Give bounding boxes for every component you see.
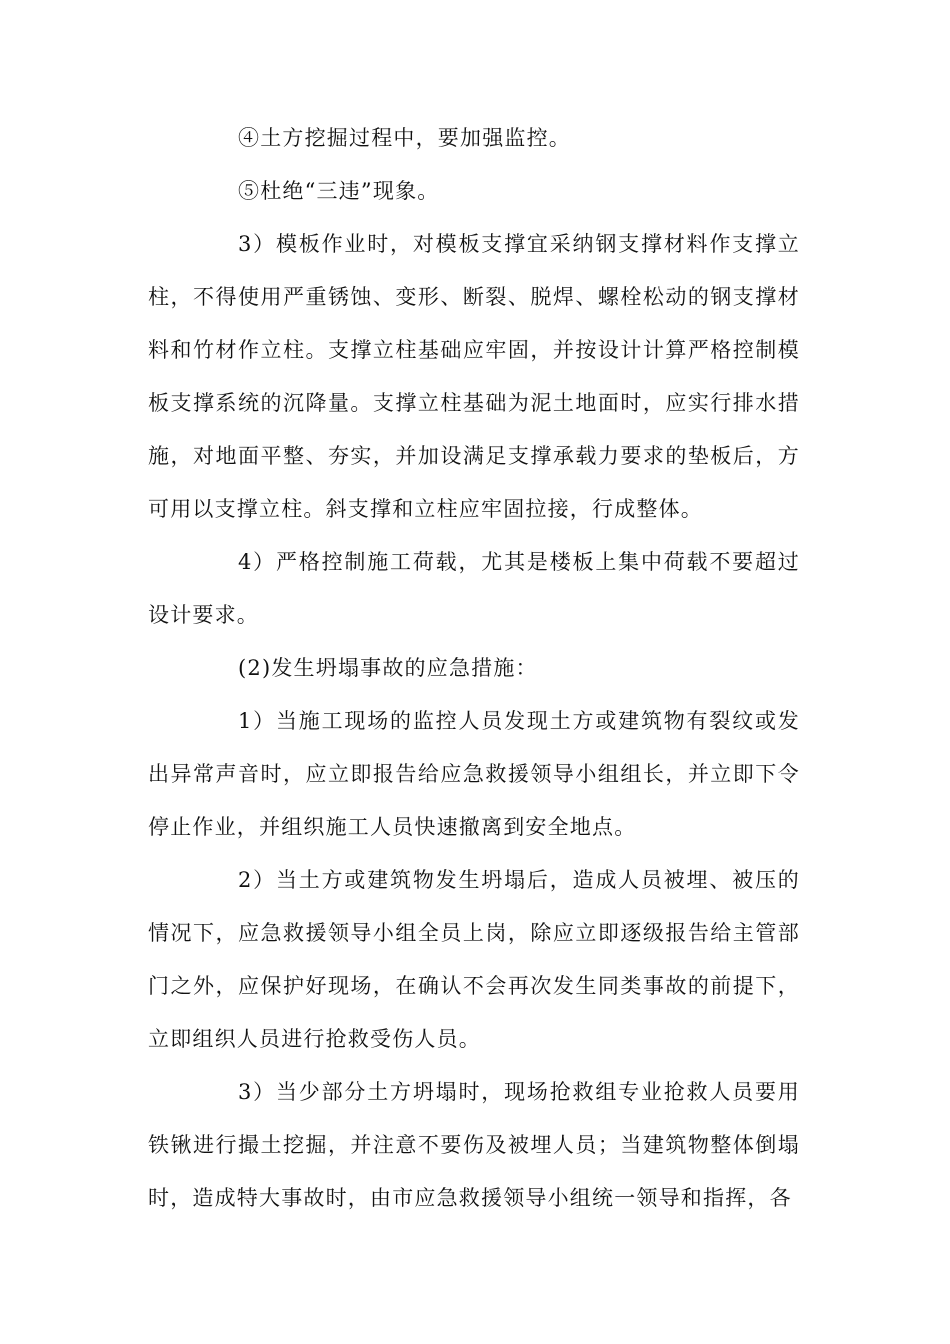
paragraph-monitoring: ④土方挖掘过程中，要加强监控。 xyxy=(238,126,571,150)
paragraph-formwork: 3）模板作业时，对模板支撑宜采纳钢支撑材料作支撑立柱，不得使用严重锈蚀、变形、断裂、脱焊、螺栓松动的钢支撑材料和竹材作立柱。支撑立柱基础应牢固，并按设计计算严格控制模板支撑系统的沉降量。支撑立柱基础为泥土地面时，应实行排水措施，对地面平整、夯实，并加设满足支撑承载力要求的垫板后，方可用以支撑立柱。斜支撑和立柱应牢固拉接，行成整体。 xyxy=(148,232,800,521)
paragraph-step-2: 2）当土方或建筑物发生坍塌后，造成人员被埋、被压的情况下，应急救援领导小组全员上岗，除应立即逐级报告给主管部门之外，应保护好现场，在确认不会再次发生同类事故的前提下，立即组织人员进行抢救受伤人员。 xyxy=(148,868,800,1051)
paragraph-step-1: 1）当施工现场的监控人员发现土方或建筑物有裂纹或发出异常声音时，应立即报告给应急救援领导小组组长，并立即下令停止作业，并组织施工人员快速撤离到安全地点。 xyxy=(148,709,800,839)
document-body xyxy=(148,112,800,1225)
paragraph-three-violations: ⑤杜绝“三违”现象。 xyxy=(238,179,440,203)
paragraph-step-3: 3）当少部分土方坍塌时，现场抢救组专业抢救人员要用铁锹进行撮土挖掘，并注意不要伤及被埋人员；当建筑物整体倒塌时，造成特大事故时，由市应急救援领导小组统一领导和指挥，各 xyxy=(148,1080,800,1210)
paragraph-emergency-heading: (2)发生坍塌事故的应急措施： xyxy=(238,656,538,680)
paragraph-load-control: 4）严格控制施工荷载，尤其是楼板上集中荷载不要超过设计要求。 xyxy=(148,550,800,627)
